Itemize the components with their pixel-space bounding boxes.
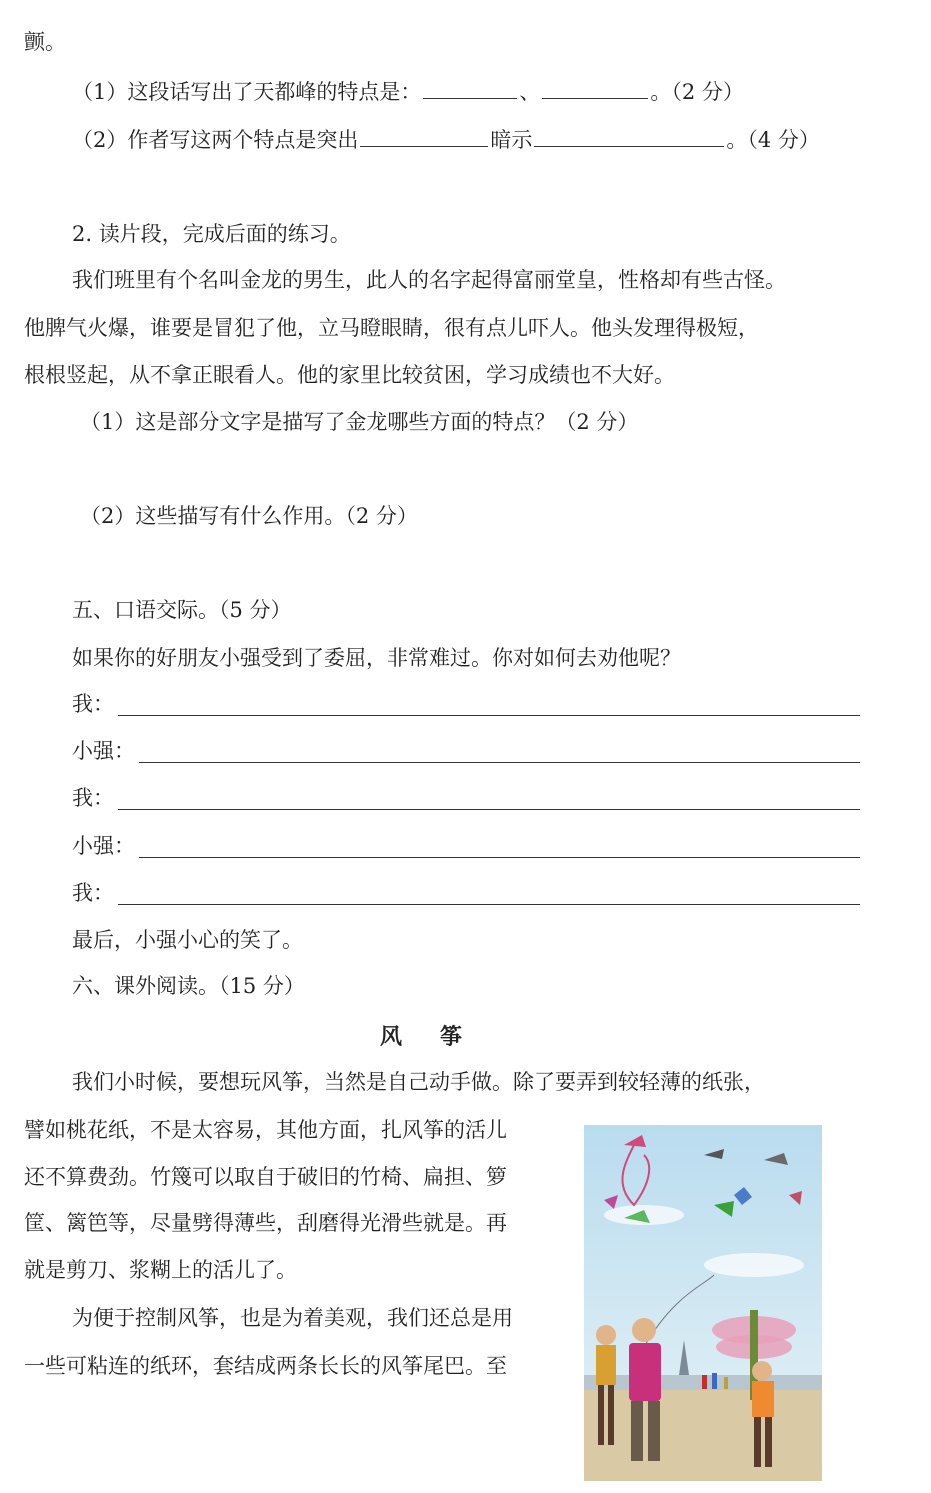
cloud	[704, 1253, 804, 1277]
q2-suffix: 。（4 分）	[726, 128, 820, 152]
q1-suffix: 。（2 分）	[650, 80, 744, 104]
child-body	[596, 1345, 616, 1385]
distant-person	[724, 1377, 728, 1389]
answer-line[interactable]	[139, 837, 860, 858]
kite-illustration	[584, 1125, 822, 1481]
text-line: 颤。	[24, 30, 66, 54]
answer-line[interactable]	[118, 884, 860, 905]
q2-prefix: （2）作者写这两个特点是突出	[72, 128, 359, 152]
speaker-label: 小强：	[72, 834, 135, 858]
dialogue-line[interactable]	[72, 879, 860, 907]
question-text: （1）这是部分文字是描写了金龙哪些方面的特点？（2 分）	[80, 410, 639, 434]
story-title: 风筝	[380, 1025, 501, 1050]
child-body	[752, 1381, 774, 1417]
child-head	[752, 1361, 772, 1381]
speaker-label: 小强：	[72, 739, 135, 763]
speaker-label: 我：	[72, 786, 114, 810]
story-line: 还不算费劲。竹篾可以取自于破旧的竹椅、扁担、箩	[24, 1165, 507, 1189]
story-line: 为便于控制风筝，也是为着美观，我们还总是用	[72, 1306, 513, 1330]
dialogue-line[interactable]	[72, 690, 860, 718]
dialogue-line[interactable]	[72, 737, 860, 765]
paragraph-line: 我们班里有个名叫金龙的男生，此人的名字起得富丽堂皇，性格却有些古怪。	[72, 268, 786, 292]
question-text: （2）这些描写有什么作用。（2 分）	[80, 504, 418, 528]
prompt-text: 如果你的好朋友小强受到了委屈，非常难过。你对如何去劝他呢？	[72, 646, 681, 670]
distant-person	[702, 1375, 707, 1389]
ending-text: 最后，小强小心的笑了。	[72, 928, 303, 952]
child-leg	[608, 1385, 614, 1445]
speaker-label: 我：	[72, 881, 114, 905]
question-2	[72, 124, 820, 154]
story-line: 就是剪刀、浆糊上的活儿了。	[24, 1258, 297, 1282]
answer-blank[interactable]	[542, 76, 648, 99]
q2-mid: 暗示	[490, 128, 533, 152]
answer-blank[interactable]	[534, 124, 724, 147]
question-1	[72, 76, 744, 106]
distant-person	[712, 1373, 717, 1389]
section-heading: 五、口语交际。（5 分）	[72, 598, 292, 622]
answer-line[interactable]	[118, 789, 860, 810]
boy-head	[632, 1318, 656, 1342]
section-heading: 2. 读片段，完成后面的练习。	[72, 222, 351, 246]
dialogue-line[interactable]	[72, 832, 860, 860]
answer-line[interactable]	[139, 742, 860, 763]
q1-prefix: （1）这段话写出了天都峰的特点是：	[72, 80, 422, 104]
speaker-label: 我：	[72, 692, 114, 716]
child-head	[596, 1325, 616, 1345]
answer-line[interactable]	[118, 695, 860, 716]
story-line: 筐、篱笆等，尽量劈得薄些，刮磨得光滑些就是。再	[24, 1211, 507, 1235]
answer-blank[interactable]	[423, 76, 517, 99]
story-line: 譬如桃花纸，不是太容易，其他方面，扎风筝的活儿	[24, 1118, 507, 1142]
answer-blank[interactable]	[360, 124, 488, 147]
q1-sep: 、	[519, 80, 541, 104]
ground	[584, 1390, 822, 1481]
child-leg	[765, 1417, 772, 1467]
paragraph-line: 他脾气火爆，谁要是冒犯了他，立马瞪眼睛，很有点儿吓人。他头发理得极短，	[24, 316, 759, 340]
child-leg	[754, 1417, 761, 1467]
paragraph-line: 根根竖起，从不拿正眼看人。他的家里比较贫困，学习成绩也不大好。	[24, 363, 675, 387]
section-heading: 六、课外阅读。（15 分）	[72, 974, 305, 998]
boy-leg	[631, 1401, 643, 1461]
boy-jacket	[629, 1343, 661, 1401]
child-leg	[598, 1385, 604, 1445]
boy-leg	[648, 1401, 660, 1461]
story-line: 一些可粘连的纸环，套结成两条长长的风筝尾巴。至	[24, 1354, 507, 1378]
dialogue-line[interactable]	[72, 784, 860, 812]
story-line: 我们小时候，要想玩风筝，当然是自己动手做。除了要弄到较轻薄的纸张，	[72, 1070, 765, 1094]
